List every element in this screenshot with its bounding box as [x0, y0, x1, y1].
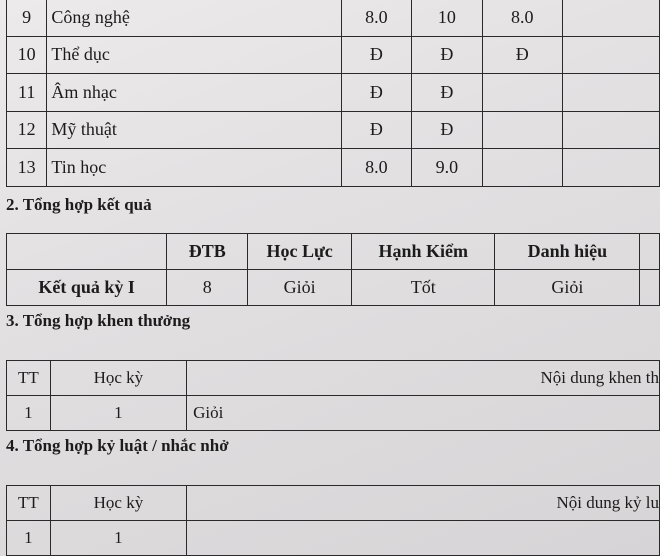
grade-score-4 — [562, 0, 659, 36]
rewards-header-noi-dung: Nội dung khen th — [187, 361, 660, 396]
summary-table — [6, 233, 660, 306]
header-dtb: ĐTB — [167, 234, 248, 270]
grades-body — [7, 0, 660, 186]
grade-score-3: Đ — [482, 36, 562, 74]
grade-score-1: Đ — [341, 74, 412, 112]
discipline-row — [7, 521, 660, 556]
rewards-row-noi-dung: Giỏi — [187, 396, 660, 431]
rewards-table — [6, 360, 660, 431]
discipline-header-tt: TT — [7, 486, 51, 521]
discipline-header-row — [7, 486, 660, 521]
summary-result-row — [7, 270, 660, 306]
grade-no: 11 — [7, 74, 47, 112]
grade-no: 12 — [7, 111, 47, 149]
grade-subject: Tin học — [47, 149, 341, 187]
grade-subject: Mỹ thuật — [47, 111, 341, 149]
header-hanh-kiem: Hạnh Kiểm — [352, 234, 495, 270]
summary-header-row — [7, 234, 660, 270]
result-danh-hieu: Giỏi — [495, 270, 640, 306]
grade-score-2: Đ — [412, 111, 483, 149]
grade-score-1: Đ — [341, 111, 412, 149]
grade-score-2: Đ — [412, 74, 483, 112]
grade-score-4 — [562, 74, 659, 112]
discipline-header-noi-dung: Nội dung kỷ lu — [187, 486, 660, 521]
result-hanh-kiem: Tốt — [352, 270, 495, 306]
grade-score-3: 8.0 — [482, 0, 562, 36]
grade-row — [7, 0, 660, 36]
section-2-title: 2. Tổng hợp kết quả — [6, 195, 152, 214]
rewards-header-row — [7, 361, 660, 396]
grade-row — [7, 111, 660, 149]
grade-score-2: Đ — [412, 36, 483, 74]
rewards-header-tt: TT — [7, 361, 51, 396]
grade-score-3 — [482, 111, 562, 149]
grade-score-4 — [562, 111, 659, 149]
grade-score-3 — [482, 74, 562, 112]
grade-no: 9 — [7, 0, 47, 36]
discipline-header-hoc-ky: Học kỳ — [50, 486, 186, 521]
grade-score-1: 8.0 — [341, 149, 412, 187]
discipline-row-noi-dung — [187, 521, 660, 556]
discipline-table — [6, 485, 660, 556]
grade-score-1: 8.0 — [341, 0, 412, 36]
grade-row — [7, 36, 660, 74]
section-4-title: 4. Tổng hợp kỷ luật / nhắc nhở — [6, 436, 229, 455]
grade-score-3 — [482, 149, 562, 187]
rewards-row-tt: 1 — [7, 396, 51, 431]
result-dtb: 8 — [167, 270, 248, 306]
grade-subject: Âm nhạc — [47, 74, 341, 112]
rewards-row — [7, 396, 660, 431]
grades-table — [6, 0, 660, 187]
grade-subject: Thể dục — [47, 36, 341, 74]
grade-score-4 — [562, 36, 659, 74]
grade-score-2: 10 — [412, 0, 483, 36]
header-hoc-luc: Học Lực — [248, 234, 352, 270]
grade-score-4 — [562, 149, 659, 187]
grade-row — [7, 149, 660, 187]
rewards-header-hoc-ky: Học kỳ — [50, 361, 186, 396]
grade-row — [7, 74, 660, 112]
discipline-row-tt: 1 — [7, 521, 51, 556]
header-danh-hieu: Danh hiệu — [495, 234, 640, 270]
result-hoc-luc: Giỏi — [248, 270, 352, 306]
summary-result-edge — [640, 270, 660, 306]
grade-score-1: Đ — [341, 36, 412, 74]
result-label: Kết quả kỳ I — [7, 270, 167, 306]
section-3-title: 3. Tổng hợp khen thưởng — [6, 311, 191, 330]
summary-header-edge — [640, 234, 660, 270]
grade-no: 10 — [7, 36, 47, 74]
grade-no: 13 — [7, 149, 47, 187]
grade-score-2: 9.0 — [412, 149, 483, 187]
summary-header-empty — [7, 234, 167, 270]
discipline-row-hoc-ky: 1 — [50, 521, 186, 556]
grade-subject: Công nghệ — [47, 0, 341, 36]
rewards-row-hoc-ky: 1 — [50, 396, 186, 431]
